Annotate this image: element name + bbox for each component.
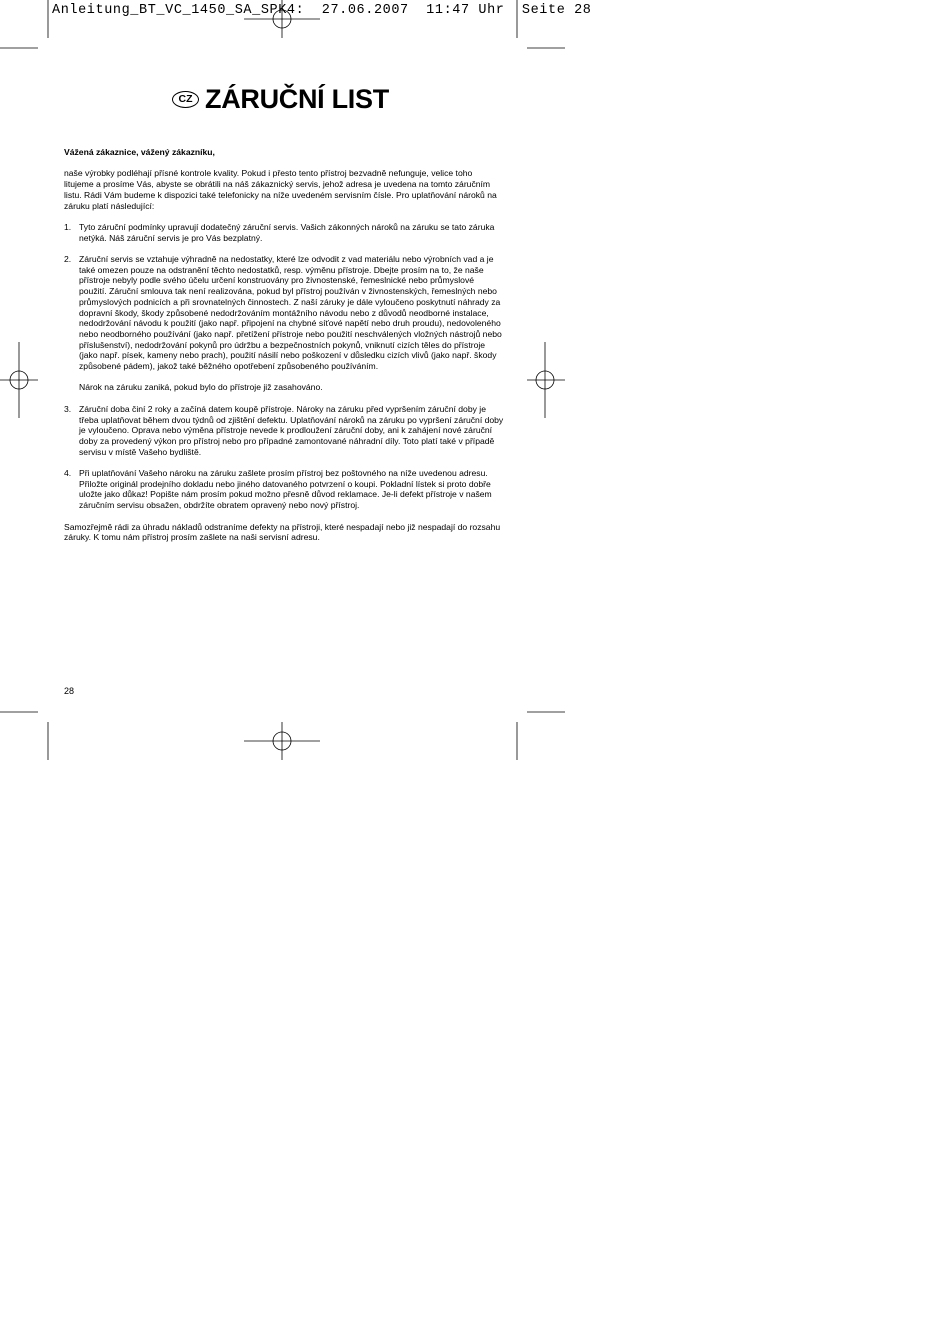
list-item-text: Tyto záruční podmínky upravují dodatečný záruční servis. Vašich zákonných nároků na záruku se tato záruka netýká. Náš záruční servis je pro Vás bezplatný. [79, 221, 495, 243]
country-code-badge: CZ [172, 91, 199, 108]
page-number: 28 [64, 686, 75, 696]
list-item-number: 4. [64, 468, 72, 478]
list-item-number: 3. [64, 403, 72, 414]
closing-paragraph: Samozřejmě rádi za úhradu nákladů odstraníme defekty na přístroji, které nespadají nebo již nespadají do rozsahu záruky. K tomu nám přístroj prosím zašlete na naši servisní adresu. [64, 521, 501, 543]
slug-date: 27.06.2007 [321, 3, 409, 18]
list-item-number: 1. [64, 221, 72, 232]
slug-file: Anleitung_BT_VC_1450_SA_SPK4: [52, 3, 305, 18]
registration-mark-right [527, 342, 565, 418]
greeting: Vážená zákaznice, vážený zákazníku, [64, 147, 215, 157]
list-item-number: 2. [64, 253, 72, 264]
printer-slug [52, 3, 592, 19]
list-item-text: Při uplatňování Vašeho nároku na záruku zašlete prosím přístroj bez poštovného na níže uvedenou adresu. Přiložte originál prodejního dokladu nebo jiného datovaného potvrzení o koupi. Pokladní lístek si proto dobře uložte jako důkaz! Popište nám prosím pokud možno přesně důvod reklamace. Je-li defekt přístroje v našem záručním servisu obsažen, obdržíte obratem opravený nebo nový přístroj. [79, 468, 492, 511]
warranty-text [64, 147, 504, 554]
registration-mark-left [0, 342, 38, 418]
registration-mark-bottom [244, 722, 320, 760]
slug-time: 11:47 Uhr [426, 3, 505, 18]
list-item-text: Záruční doba činí 2 roky a začíná datem koupě přístroje. Nároky na záruku před vypršením záruční doby je třeba uplatňovat během dvou týdnů od zjištění defektu. Uplatňování nároků na záruku po vypršení záruční doby je vyloučeno. Oprava nebo výměna přístroje nevede k prodloužení záruční doby, ani k zahájení nové záruční doby za provedený výkon pro přístroj nebo pro případné zamontované náhradní díly. Toto platí také v případě servisu v místě Vašeho bydliště. [79, 403, 504, 457]
list-item [64, 222, 504, 243]
list-item [64, 254, 504, 393]
list-item-extra: Nárok na záruku zaniká, pokud bylo do přístroje již zasahováno. [79, 382, 323, 393]
list-item-text: Záruční servis se vztahuje výhradně na nedostatky, které lze odvodit z vad materiálu nebo výrobních vad a je také omezen pouze na odstranění těchto nedostatků, resp. výměnu přístroje. Dbejte prosím na to, že naše přístroje nebyly podle svého účelu určení konstruovány pro živnostenské, řemeslnické nebo průmyslové použití. Záruční smlouva tak není realizována, pokud byl přístroj používán v živnostenských, řemeslných nebo průmyslových podnicích a při srovnatelných činnostech. Z naší záruky je dále vyloučeno poskytnutí náhrady za dopravní škody, škody způsobené nedodržováním montážního návodu nebo z důvodů neodborné instalace, nedodržování návodu k použití (jako např. připojení na chybné síťové napětí nebo druh proudu), nedovoleného nebo neodborného používání (jako např. přetížení přístroje nebo použití neschválených vložných nástrojů nebo příslušenství), nedodržování pokynů pro údržbu a bezpečnostních pokynů, vniknutí cizích těles do přístroje (jako např. písek, kameny nebo prach), použití násilí nebo poškození v důsledku cizích vlivů (jako např. škody způsobené pádem), jakož také běžného opotřebení způsobeného používáním. [79, 253, 502, 372]
intro-paragraph: naše výrobky podléhají přísné kontrole kvality. Pokud i přesto tento přístroj bezvadně nefunguje, velice toho litujeme a prosíme Vás, abyste se obrátili na náš zákaznický servis, jehož adresa je uvedena na tomto záručním listu. Rádi Vám budeme k dispozici také telefonicky na níže uvedeném servisním čísle. Pro uplatňování nároků na záruku platí následující: [64, 168, 497, 211]
slug-page: Seite 28 [521, 3, 592, 18]
list-item [64, 468, 504, 511]
page-header [172, 84, 389, 115]
page-title: ZÁRUČNÍ LIST [205, 84, 389, 114]
list-item [64, 404, 504, 458]
